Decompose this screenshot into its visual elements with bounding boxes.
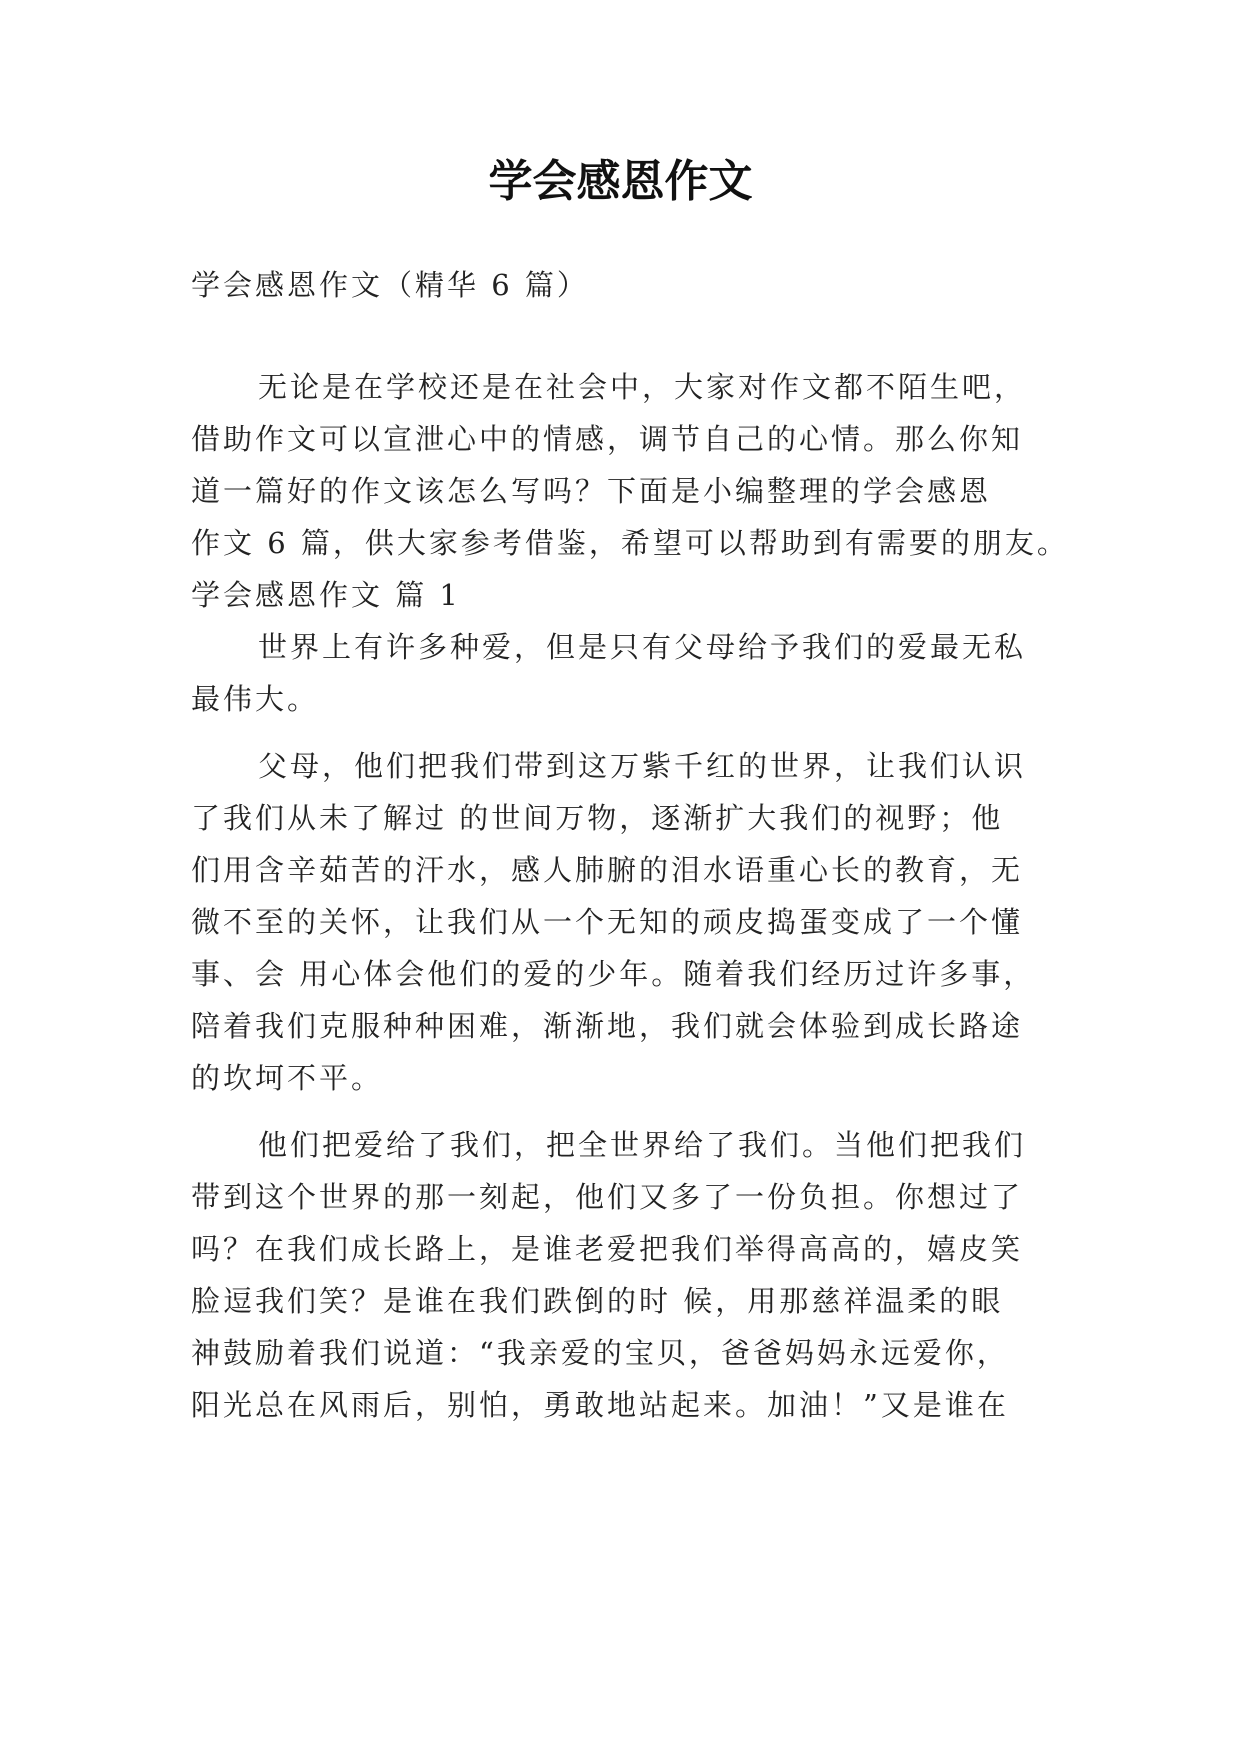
paragraph-line: 事、会 用心体会他们的爱的少年。随着我们经历过许多事， [191, 957, 1036, 991]
paragraph-line: 阳光总在风雨后，别怕，勇敢地站起来。加油！”又是谁在 [191, 1388, 1009, 1422]
intro-line: 借助作文可以宣泄心中的情感，调节自己的心情。那么你知 [191, 422, 1024, 456]
document-title: 学会感恩作文 [488, 156, 753, 207]
paragraph-line: 微不至的关怀，让我们从一个无知的顽皮捣蛋变成了一个懂 [191, 905, 1024, 939]
intro-line: 道一篇好的作文该怎么写吗？下面是小编整理的学会感恩 [191, 474, 992, 508]
paragraph-line: 们用含辛茹苦的汗水，感人肺腑的泪水语重心长的教育，无 [191, 853, 1024, 887]
paragraph-line: 陪着我们克服种种困难，渐渐地，我们就会体验到成长路途 [191, 1009, 1024, 1043]
paragraph-line: 神鼓励着我们说道：“我亲爱的宝贝，爸爸妈妈永远爱你， [191, 1336, 1009, 1370]
paragraph-line: 脸逗我们笑？是谁在我们跌倒的时 候，用那慈祥温柔的眼 [191, 1284, 1004, 1318]
paragraph-line: 父母，他们把我们带到这万紫千红的世界，让我们认识 [258, 749, 1027, 783]
intro-line: 无论是在学校还是在社会中，大家对作文都不陌生吧， [258, 370, 1027, 404]
section-heading: 学会感恩作文 篇 1 [191, 578, 461, 612]
paragraph-line: 世界上有许多种爱，但是只有父母给予我们的爱最无私 [258, 630, 1027, 664]
document-subtitle: 学会感恩作文（精华 6 篇） [191, 268, 589, 302]
paragraph-line: 带到这个世界的那一刻起，他们又多了一份负担。你想过了 [191, 1180, 1024, 1214]
paragraph-line: 最伟大。 [191, 682, 320, 716]
paragraph-line: 他们把爱给了我们，把全世界给了我们。当他们把我们 [258, 1128, 1027, 1162]
paragraph-line: 的坎坷不平。 [191, 1061, 384, 1095]
intro-line: 作文 6 篇，供大家参考借鉴，希望可以帮助到有需要的朋友。 [191, 526, 1069, 560]
paragraph-line: 吗？在我们成长路上，是谁老爱把我们举得高高的，嬉皮笑 [191, 1232, 1024, 1266]
paragraph-line: 了我们从未了解过 的世间万物，逐渐扩大我们的视野；他 [191, 801, 1004, 835]
